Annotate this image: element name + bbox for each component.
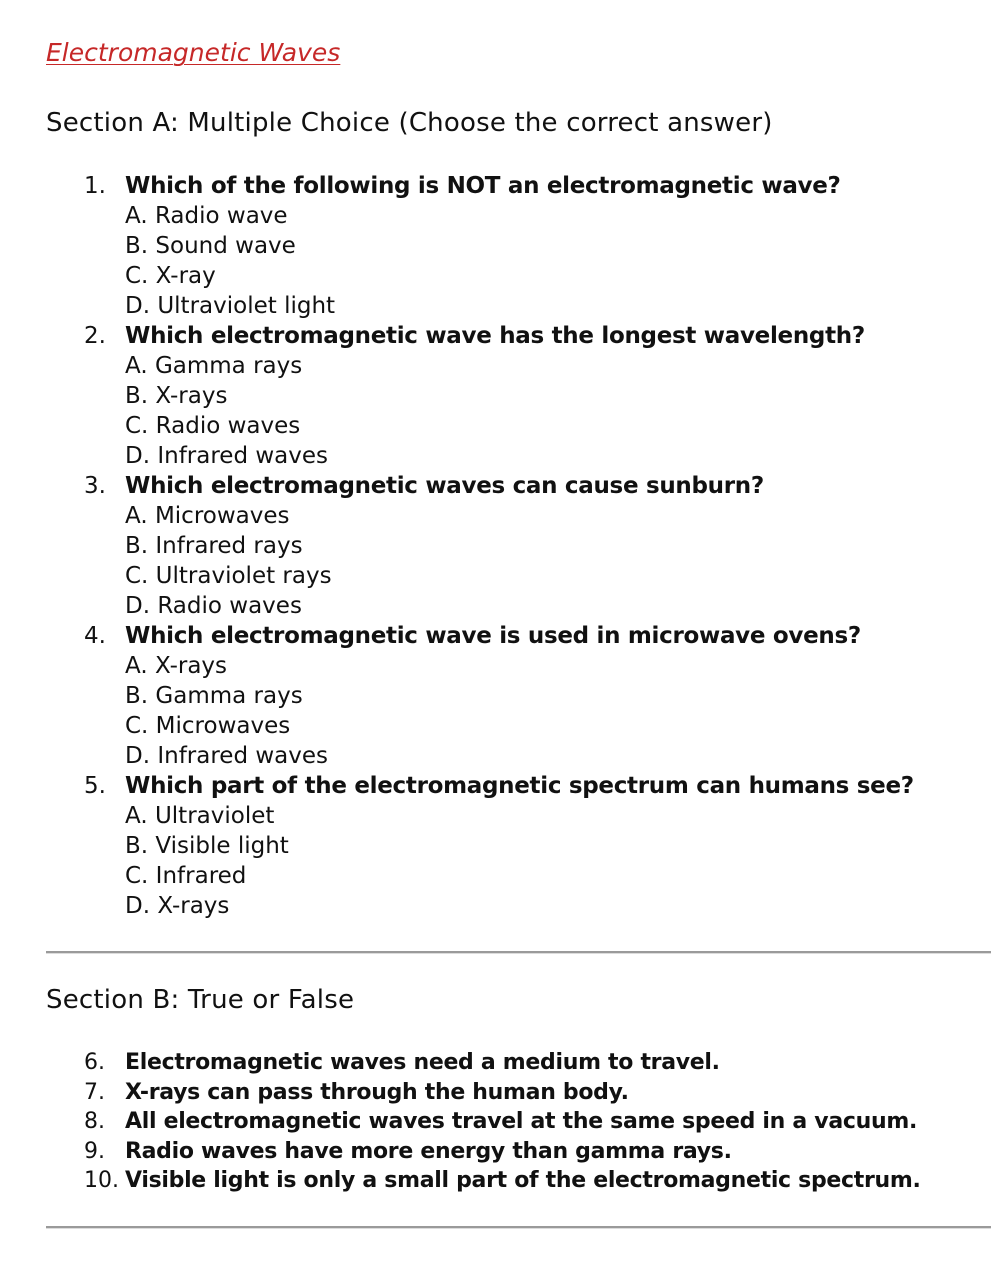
option-a: A. Gamma rays <box>125 353 303 379</box>
question-text: Which of the following is NOT an electromagnetic wave? <box>125 173 841 199</box>
question-2 <box>84 321 964 471</box>
question-text: Which electromagnetic wave is used in microwave ovens? <box>125 623 861 649</box>
question-1 <box>84 171 964 321</box>
option-b: B. X-rays <box>125 383 228 409</box>
option-d: D. Infrared waves <box>125 443 329 469</box>
question-number: 4. <box>84 623 106 649</box>
statement-number: 7. <box>84 1079 105 1105</box>
statement-text: Radio waves have more energy than gamma rays. <box>125 1138 732 1164</box>
statement-text: Visible light is only a small part of the electromagnetic spectrum. <box>125 1168 921 1193</box>
statement-number: 10. <box>84 1168 119 1193</box>
option-a: A. Ultraviolet <box>125 803 275 829</box>
option-d: D. X-rays <box>125 893 230 919</box>
option-a: A. Radio wave <box>125 203 288 229</box>
option-c: C. Radio waves <box>125 413 301 439</box>
statement-number: 9. <box>84 1138 105 1164</box>
option-a: A. X-rays <box>125 653 228 679</box>
question-number: 2. <box>84 323 106 349</box>
statement-9 <box>84 1137 974 1167</box>
option-b: B. Visible light <box>125 833 289 859</box>
option-c: C. Microwaves <box>125 713 291 739</box>
question-number: 5. <box>84 773 106 799</box>
section-b-heading: Section B: True or False <box>46 985 355 1015</box>
question-text: Which electromagnetic wave has the longest wavelength? <box>125 323 865 349</box>
option-d: D. Ultraviolet light <box>125 293 336 319</box>
option-b: B. Infrared rays <box>125 533 303 559</box>
question-text: Which electromagnetic waves can cause sunburn? <box>125 473 764 499</box>
section-a-heading: Section A: Multiple Choice (Choose the correct answer) <box>46 108 773 138</box>
statement-10 <box>84 1166 974 1196</box>
question-4 <box>84 621 964 771</box>
statement-text: All electromagnetic waves travel at the same speed in a vacuum. <box>125 1109 918 1134</box>
option-c: C. Infrared <box>125 863 247 889</box>
option-d: D. Infrared waves <box>125 743 329 769</box>
statement-text: X-rays can pass through the human body. <box>125 1079 629 1105</box>
option-b: B. Gamma rays <box>125 683 303 709</box>
statement-text: Electromagnetic waves need a medium to travel. <box>125 1050 720 1075</box>
true-false-list <box>84 1048 974 1196</box>
option-c: C. Ultraviolet rays <box>125 563 332 589</box>
statement-6 <box>84 1048 974 1078</box>
question-3 <box>84 471 964 621</box>
worksheet-title: Electromagnetic Waves <box>46 38 341 67</box>
section-divider <box>46 951 991 954</box>
statement-number: 8. <box>84 1109 105 1134</box>
multiple-choice-list <box>84 171 964 921</box>
option-a: A. Microwaves <box>125 503 290 529</box>
statement-7 <box>84 1078 974 1108</box>
option-d: D. Radio waves <box>125 593 302 619</box>
option-c: C. X-ray <box>125 263 216 289</box>
question-text: Which part of the electromagnetic spectrum can humans see? <box>125 773 914 799</box>
statement-number: 6. <box>84 1050 105 1075</box>
question-5 <box>84 771 964 921</box>
section-divider <box>46 1226 991 1229</box>
statement-8 <box>84 1107 974 1137</box>
question-number: 1. <box>84 173 106 199</box>
option-b: B. Sound wave <box>125 233 296 259</box>
question-number: 3. <box>84 473 106 499</box>
